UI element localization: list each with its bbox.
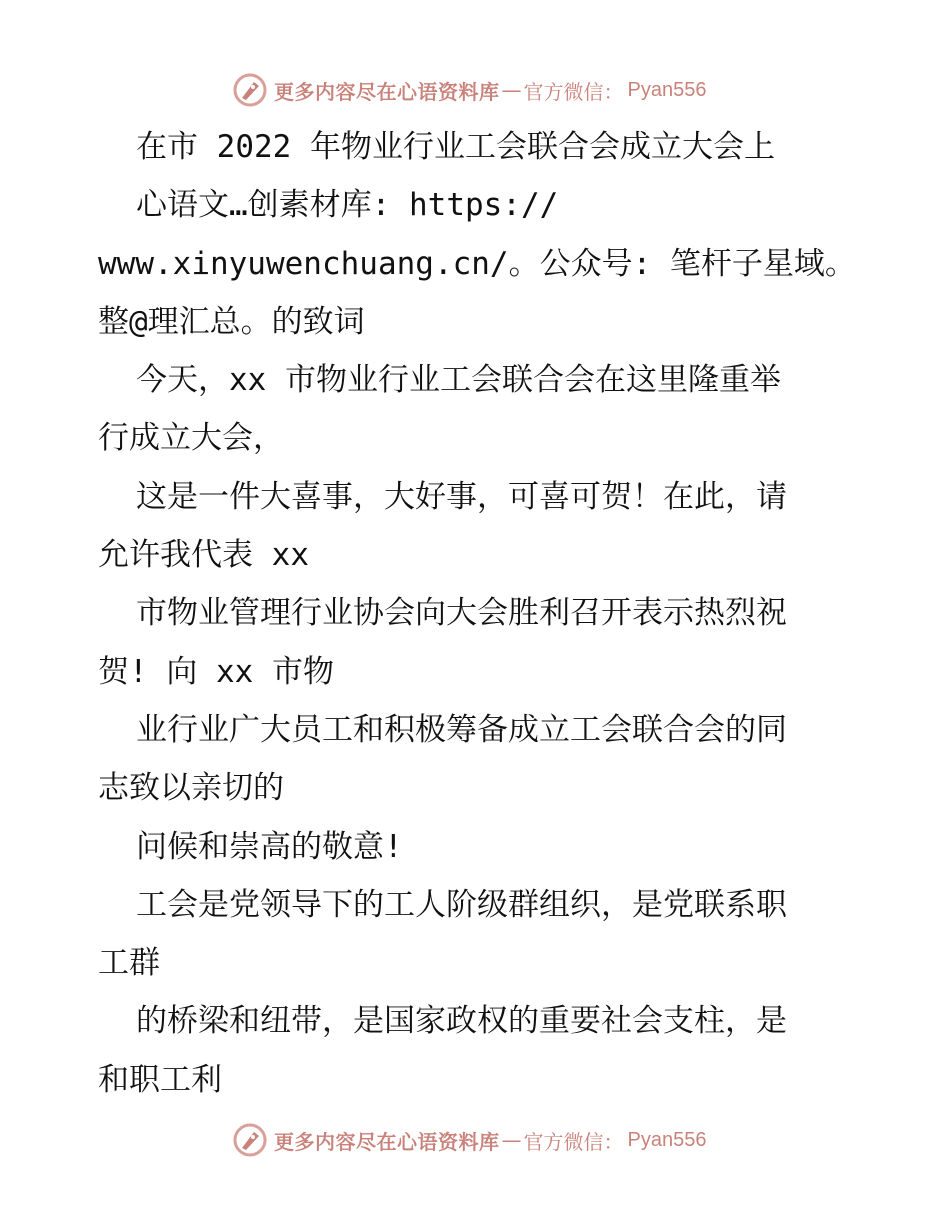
text-line: 工群 (98, 945, 160, 982)
text-line: www.xinyuwenchuang.cn/。公众号: 笔杆子星域。 (98, 245, 856, 282)
banner-title: 更多内容尽在心语资料库 (274, 79, 500, 104)
document-body (98, 118, 858, 1109)
header-watermark-banner (232, 70, 706, 110)
text-line: 心语文…创素材库: https:// (136, 187, 559, 224)
text-line: 的桥梁和纽带，是国家政权的重要社会支柱，是 (136, 1003, 787, 1040)
text-line: 贺! 向 xx 市物 (98, 653, 334, 690)
text-line: 这是一件大喜事，大好事，可喜可贺！在此，请 (136, 478, 787, 515)
banner-dash: — (501, 78, 522, 102)
banner-wechat-label: 官方微信： (523, 79, 624, 104)
text-line: 志致以亲切的 (98, 770, 284, 807)
text-line: 今天，xx 市物业行业工会联合会在这里隆重举 (136, 362, 781, 399)
banner-dash: — (501, 1128, 522, 1152)
text-line: 允许我代表 xx (98, 537, 309, 574)
banner-wechat-id: Pyan556 (627, 78, 707, 101)
text-line: 工会是党领导下的工人阶级群组织，是党联系职 (136, 886, 787, 923)
text-line: 整@理汇总。的致词 (98, 303, 365, 340)
text-line: 在市 2022 年物业行业工会联合会成立大会上 (136, 129, 775, 165)
banner-wechat-label: 官方微信： (523, 1129, 624, 1154)
footer-watermark-banner (232, 1120, 706, 1160)
text-line: 市物业管理行业协会向大会胜利召开表示热烈祝 (136, 595, 787, 632)
text-line: 业行业广大员工和积极筹备成立工会联合会的同 (136, 711, 787, 748)
pen-nib-logo-icon (232, 72, 268, 108)
pen-nib-logo-icon (232, 1122, 268, 1158)
banner-wechat-id: Pyan556 (627, 1128, 707, 1151)
text-line: 行成立大会， (98, 420, 284, 457)
banner-title: 更多内容尽在心语资料库 (274, 1129, 500, 1154)
text-line: 问候和崇高的敬意! (136, 828, 403, 865)
text-line: 和职工利 (98, 1061, 222, 1098)
